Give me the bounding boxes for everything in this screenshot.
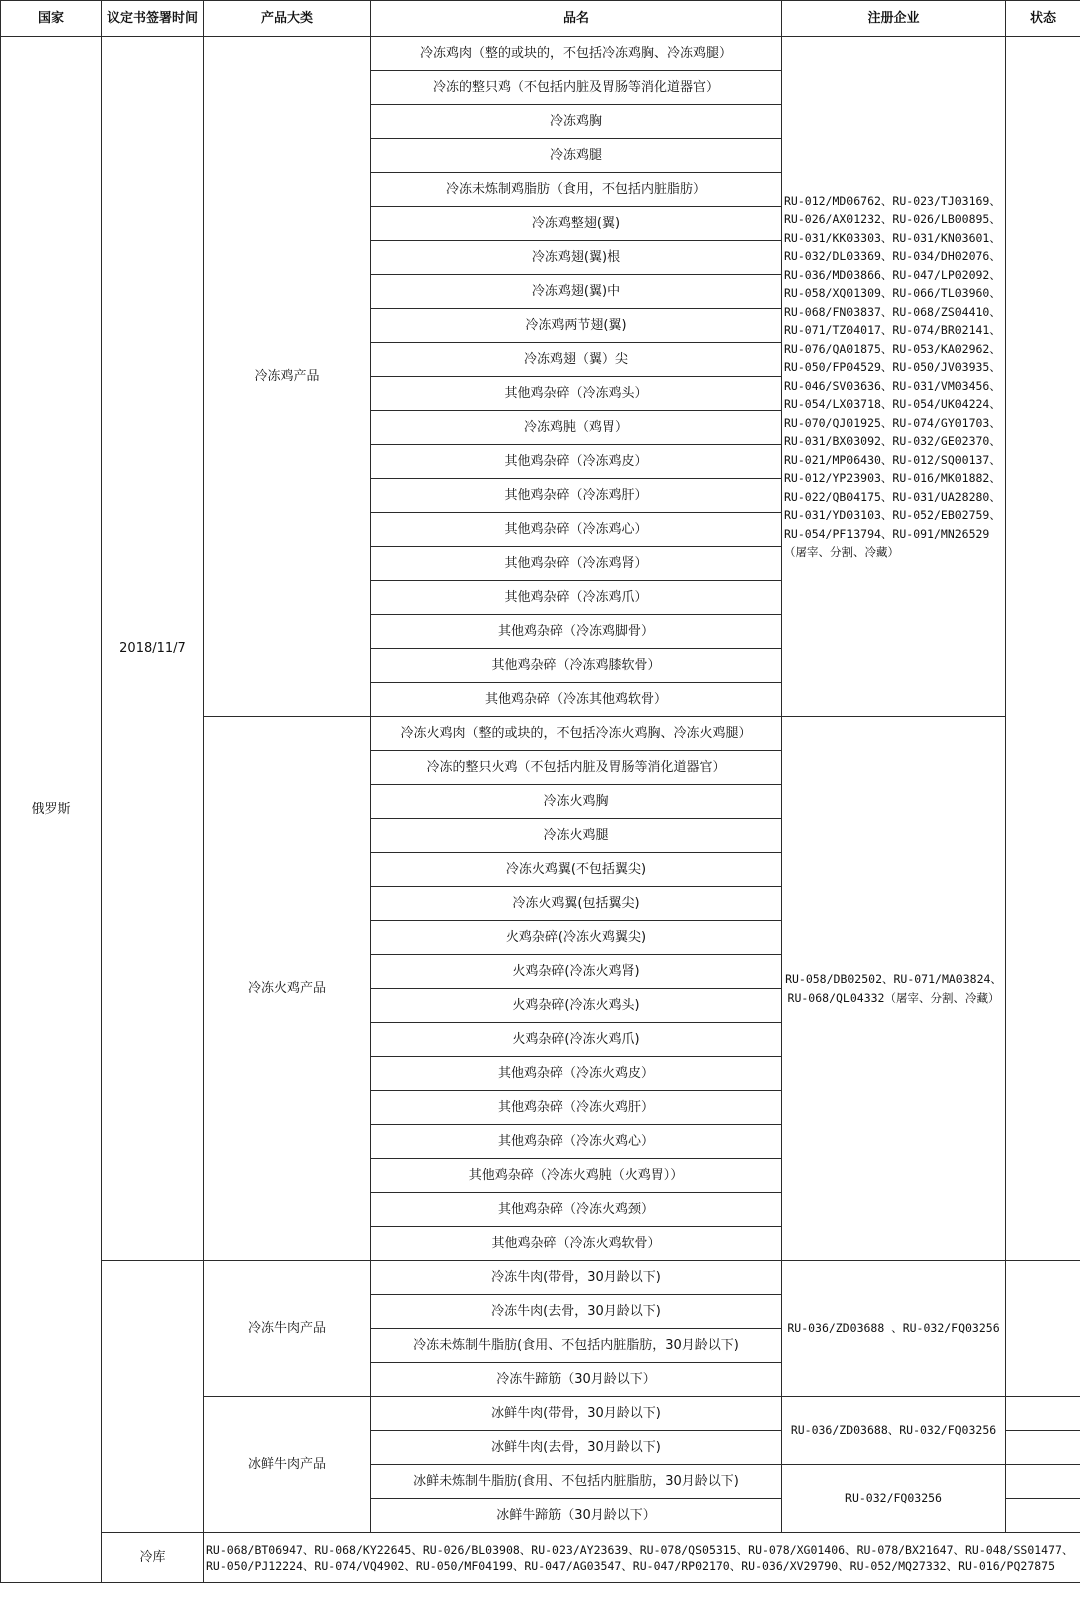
- status-cell: [1006, 1465, 1080, 1499]
- registered-companies-cell: RU-036/ZD03688、RU-032/FQ03256: [782, 1397, 1006, 1465]
- product-name-cell: 冰鲜未炼制牛脂肪(食用、不包括内脏脂肪，30月龄以下): [371, 1465, 782, 1499]
- product-name-cell: 冷冻的整只鸡（不包括内脏及胃肠等消化道器官）: [371, 71, 782, 105]
- category-cell: 冷冻火鸡产品: [204, 717, 371, 1261]
- product-name-cell: 冷冻鸡胸: [371, 105, 782, 139]
- category-cell: 冷冻牛肉产品: [204, 1261, 371, 1397]
- category-cell: 冰鲜牛肉产品: [204, 1397, 371, 1533]
- cold-storage-label: 冷库: [102, 1533, 204, 1583]
- product-name-cell: 冷冻火鸡翼(包括翼尖): [371, 887, 782, 921]
- product-name-cell: 其他鸡杂碎（冷冻鸡膝软骨）: [371, 649, 782, 683]
- product-name-cell: 其他鸡杂碎（冷冻鸡肝）: [371, 479, 782, 513]
- header-country: 国家: [1, 1, 102, 37]
- category-cell: 冷冻鸡产品: [204, 37, 371, 717]
- status-cell: [1006, 1261, 1080, 1397]
- registered-companies-cell: RU-032/FQ03256: [782, 1465, 1006, 1533]
- cold-storage-companies: RU-068/BT06947、RU-068/KY22645、RU-026/BL03908、RU-023/AY23639、RU-078/QS05315、RU-078/XG01406、RU-078/BX21647、RU-048/SS01477、RU-050/PJ12224、RU-074/VQ4902、RU-050/MF04199、RU-047/AG03547、RU-047/RP02170、RU-036/XV29790、RU-052/MQ27332、RU-016/PQ27875: [204, 1533, 1080, 1583]
- header-registered-companies: 注册企业: [782, 1, 1006, 37]
- status-cell: [1006, 37, 1080, 1261]
- product-name-cell: 其他鸡杂碎（冷冻火鸡颈）: [371, 1193, 782, 1227]
- header-product-name: 品名: [371, 1, 782, 37]
- product-name-cell: 火鸡杂碎(冷冻火鸡头): [371, 989, 782, 1023]
- product-name-cell: 其他鸡杂碎（冷冻火鸡肫（火鸡胃））: [371, 1159, 782, 1193]
- product-name-cell: 冷冻鸡整翅(翼): [371, 207, 782, 241]
- product-name-cell: 其他鸡杂碎（冷冻鸡头）: [371, 377, 782, 411]
- product-name-cell: 其他鸡杂碎（冷冻火鸡心）: [371, 1125, 782, 1159]
- product-name-cell: 冰鲜牛肉(带骨，30月龄以下): [371, 1397, 782, 1431]
- cold-storage-row: [1, 1533, 1080, 1583]
- status-cell: [1006, 1397, 1080, 1431]
- header-category: 产品大类: [204, 1, 371, 37]
- product-name-cell: 冷冻火鸡腿: [371, 819, 782, 853]
- product-name-cell: 其他鸡杂碎（冷冻火鸡软骨）: [371, 1227, 782, 1261]
- product-name-cell: 火鸡杂碎(冷冻火鸡肾): [371, 955, 782, 989]
- product-name-cell: 火鸡杂碎(冷冻火鸡爪): [371, 1023, 782, 1057]
- product-name-cell: 冷冻火鸡翼(不包括翼尖): [371, 853, 782, 887]
- product-name-cell: 冷冻牛蹄筋（30月龄以下）: [371, 1363, 782, 1397]
- registered-companies-cell: RU-058/DB02502、RU-071/MA03824、RU-068/QL04332（屠宰、分割、冷藏）: [782, 717, 1006, 1261]
- product-name-cell: 火鸡杂碎(冷冻火鸡翼尖): [371, 921, 782, 955]
- table-body: [1, 1, 1080, 1583]
- product-name-cell: 冷冻火鸡肉（整的或块的，不包括冷冻火鸡胸、冷冻火鸡腿）: [371, 717, 782, 751]
- product-name-cell: 冷冻的整只火鸡（不包括内脏及胃肠等消化道器官）: [371, 751, 782, 785]
- product-name-cell: 冷冻鸡肉（整的或块的，不包括冷冻鸡胸、冷冻鸡腿）: [371, 37, 782, 71]
- product-name-cell: 冷冻鸡翅（翼）尖: [371, 343, 782, 377]
- product-name-cell: 冷冻鸡肫（鸡胃）: [371, 411, 782, 445]
- product-name-cell: 冷冻未炼制鸡脂肪（食用，不包括内脏脂肪）: [371, 173, 782, 207]
- country-cell: 俄罗斯: [1, 37, 102, 1583]
- header-row: [1, 1, 1080, 37]
- header-sign-date: 议定书签署时间: [102, 1, 204, 37]
- product-name-cell: 冷冻鸡翅(翼)中: [371, 275, 782, 309]
- status-cell: [1006, 1431, 1080, 1465]
- product-name-cell: 冷冻牛肉(去骨，30月龄以下): [371, 1295, 782, 1329]
- product-name-cell: 冰鲜牛肉(去骨，30月龄以下): [371, 1431, 782, 1465]
- registered-companies-cell: RU-036/ZD03688 、RU-032/FQ03256: [782, 1261, 1006, 1397]
- table-row: [1, 37, 1080, 71]
- sign-date-cell-empty: [102, 1261, 204, 1533]
- product-name-cell: 冷冻鸡腿: [371, 139, 782, 173]
- header-status: 状态: [1006, 1, 1080, 37]
- product-name-cell: 其他鸡杂碎（冷冻火鸡肝）: [371, 1091, 782, 1125]
- product-name-cell: 冰鲜牛蹄筋（30月龄以下）: [371, 1499, 782, 1533]
- sign-date-cell: 2018/11/7: [102, 37, 204, 1261]
- product-name-cell: 其他鸡杂碎（冷冻鸡皮）: [371, 445, 782, 479]
- product-name-cell: 其他鸡杂碎（冷冻鸡心）: [371, 513, 782, 547]
- registered-companies-cell: RU-012/MD06762、RU-023/TJ03169、RU-026/AX01232、RU-026/LB00895、RU-031/KK03303、RU-031/KN03601、RU-032/DL03369、RU-034/DH02076、RU-036/MD03866、RU-047/LP02092、RU-058/XQ01309、RU-066/TL03960、RU-068/FN03837、RU-068/ZS04410、RU-071/TZ04017、RU-074/BR02141、RU-076/QA01875、RU-053/KA02962、RU-050/FP04529、RU-050/JV03935、RU-046/SV03636、RU-031/VM03456、RU-054/LX03718、RU-054/UK04224、RU-070/QJ01925、RU-074/GY01703、RU-031/BX03092、RU-032/GE02370、RU-021/MP06430、RU-012/SQ00137、RU-012/YP23903、RU-016/MK01882、RU-022/QB04175、RU-031/UA28280、RU-031/YD03103、RU-052/EB02759、RU-054/PF13794、RU-091/MN26529（屠宰、分割、冷藏）: [782, 37, 1006, 717]
- product-name-cell: 冷冻鸡翅(翼)根: [371, 241, 782, 275]
- product-name-cell: 冷冻未炼制牛脂肪(食用、不包括内脏脂肪，30月龄以下): [371, 1329, 782, 1363]
- product-name-cell: 冷冻牛肉(带骨，30月龄以下): [371, 1261, 782, 1295]
- product-name-cell: 其他鸡杂碎（冷冻鸡脚骨）: [371, 615, 782, 649]
- product-name-cell: 其他鸡杂碎（冷冻火鸡皮）: [371, 1057, 782, 1091]
- product-name-cell: 其他鸡杂碎（冷冻鸡肾）: [371, 547, 782, 581]
- product-name-cell: 冷冻鸡两节翅(翼): [371, 309, 782, 343]
- status-cell: [1006, 1499, 1080, 1533]
- product-name-cell: 其他鸡杂碎（冷冻其他鸡软骨）: [371, 683, 782, 717]
- product-name-cell: 冷冻火鸡胸: [371, 785, 782, 819]
- table-row: [1, 1261, 1080, 1295]
- product-name-cell: 其他鸡杂碎（冷冻鸡爪）: [371, 581, 782, 615]
